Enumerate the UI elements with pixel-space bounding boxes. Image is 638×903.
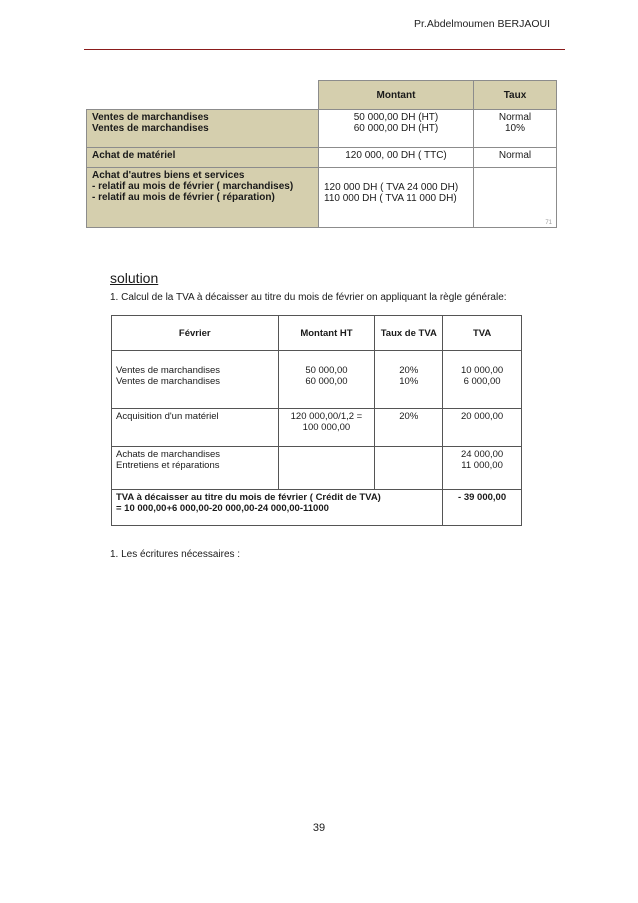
data-table-2 bbox=[111, 315, 522, 526]
table2-header-tva: TVA bbox=[443, 316, 522, 351]
data-table-1 bbox=[86, 80, 557, 228]
amount-cell: 120 000, 00 DH ( TTC) bbox=[345, 150, 447, 161]
tva-cell: 24 000,00 bbox=[460, 449, 504, 460]
header-rule bbox=[84, 49, 565, 50]
table2-header-montant: Montant HT bbox=[278, 316, 375, 351]
row-label: Acquisition d'un matériel bbox=[116, 411, 219, 422]
tva-cell: 10 000,00 bbox=[460, 365, 504, 376]
tva-cell: 20 000,00 bbox=[460, 411, 504, 422]
table-row bbox=[112, 409, 522, 447]
table-row bbox=[87, 148, 557, 168]
row-label: Entretiens et réparations bbox=[116, 460, 220, 471]
rate-cell: 10% bbox=[399, 376, 419, 387]
total-value: - 39 000,00 bbox=[443, 490, 522, 526]
amount-cell: 110 000 DH ( TVA 11 000 DH) bbox=[324, 193, 457, 204]
row-label: Ventes de marchandises bbox=[116, 365, 221, 376]
row-label: - relatif au mois de février ( réparation) bbox=[92, 192, 275, 203]
amount-cell: 60 000,00 DH (HT) bbox=[353, 123, 439, 134]
table-row bbox=[87, 168, 557, 228]
amount-cell: 120 000 DH ( TVA 24 000 DH) bbox=[324, 182, 459, 193]
row-label: Achat de matériel bbox=[92, 150, 176, 161]
table1-header-taux: Taux bbox=[474, 81, 557, 110]
total-label: TVA à décaisser au titre du mois de février ( Crédit de TVA) bbox=[116, 492, 381, 503]
table1-header-montant: Montant bbox=[319, 81, 474, 110]
page-number: 39 bbox=[312, 822, 326, 834]
tva-cell: 6 000,00 bbox=[463, 376, 501, 387]
ecritures-heading: 1. Les écritures nécessaires : bbox=[110, 549, 241, 560]
table-row bbox=[112, 351, 522, 409]
rate-cell: 20% bbox=[399, 411, 419, 422]
row-label: Ventes de marchandises bbox=[116, 376, 221, 387]
row-label: Ventes de marchandises bbox=[92, 112, 209, 123]
table1-corner bbox=[87, 81, 319, 110]
row-label: - relatif au mois de février ( marchandises) bbox=[92, 181, 294, 192]
amount-cell: 120 000,00/1,2 = bbox=[290, 411, 363, 422]
rate-cell: 20% bbox=[399, 365, 419, 376]
table-row bbox=[112, 447, 522, 490]
author-header: Pr.Abdelmoumen BERJAOUI bbox=[414, 18, 550, 30]
row-label: Ventes de marchandises bbox=[92, 123, 209, 134]
tva-cell: 11 000,00 bbox=[461, 460, 503, 471]
amount-cell: 50 000,00 DH (HT) bbox=[353, 112, 439, 123]
total-row bbox=[112, 490, 522, 526]
amount-cell: 60 000,00 bbox=[305, 376, 348, 387]
table2-header-taux: Taux de TVA bbox=[375, 316, 443, 351]
slide-number: 71 bbox=[545, 220, 552, 226]
solution-title: solution bbox=[110, 270, 159, 286]
rate-cell: Normal bbox=[498, 150, 532, 161]
table2-header-fevrier: Février bbox=[112, 316, 279, 351]
table-row bbox=[87, 110, 557, 148]
amount-spacer bbox=[324, 170, 468, 182]
rate-cell: Normal bbox=[498, 112, 532, 123]
row-label: Achats de marchandises bbox=[116, 449, 221, 460]
amount-cell: 100 000,00 bbox=[302, 422, 351, 433]
total-formula: = 10 000,00+6 000,00-20 000,00-24 000,00-11000 bbox=[116, 503, 329, 514]
solution-intro: 1. Calcul de la TVA à décaisser au titre du mois de février on appliquant la règle générale: bbox=[110, 292, 507, 303]
rate-cell: 10% bbox=[504, 123, 525, 134]
amount-cell: 50 000,00 bbox=[305, 365, 348, 376]
row-label: Achat d'autres biens et services bbox=[92, 170, 245, 181]
